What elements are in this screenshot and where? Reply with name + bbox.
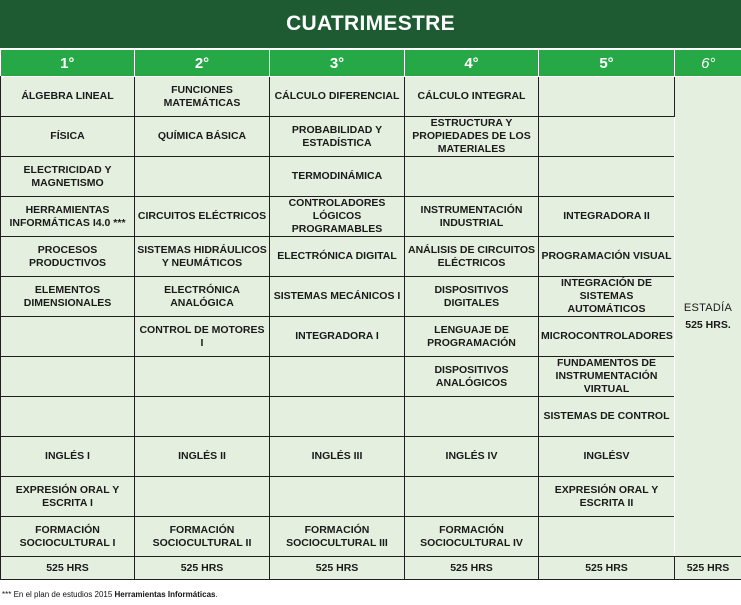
hours-row [1, 557, 741, 580]
quarter-header-5: 5° [539, 50, 675, 77]
subject-cell: INGLÉS II [135, 437, 270, 477]
subject-cell: TERMODINÁMICA [270, 157, 405, 197]
subject-cell: DISPOSITIVOS ANALÓGICOS [405, 357, 539, 397]
hours-cell: 525 HRS [135, 557, 270, 580]
subject-cell: ESTRUCTURA Y PROPIEDADES DE LOS MATERIALES [405, 117, 539, 157]
hours-cell: 525 HRS [539, 557, 675, 580]
curriculum-table [0, 50, 741, 580]
page-title: CUATRIMESTRE [0, 0, 741, 48]
subject-cell [539, 77, 675, 117]
footnote-prefix: *** En el plan de estudios 2015 [2, 590, 115, 599]
quarter-header-row [1, 50, 741, 77]
subject-cell: MICROCONTROLADORES [539, 317, 675, 357]
subject-cell: FUNDAMENTOS DE INSTRUMENTACIÓN VIRTUAL [539, 357, 675, 397]
subject-cell: ANÁLISIS DE CIRCUITOS ELÉCTRICOS [405, 237, 539, 277]
table-row [1, 397, 741, 437]
quarter-header-3: 3° [270, 50, 405, 77]
subject-cell: CONTROL DE MOTORES I [135, 317, 270, 357]
subject-cell: CIRCUITOS ELÉCTRICOS [135, 197, 270, 237]
table-row [1, 237, 741, 277]
table-row [1, 277, 741, 317]
subject-cell [135, 357, 270, 397]
table-row [1, 77, 741, 117]
hours-cell: 525 HRS [405, 557, 539, 580]
subject-cell: INGLÉSV [539, 437, 675, 477]
subject-cell: FORMACIÓN SOCIOCULTURAL II [135, 517, 270, 557]
subject-cell: INTEGRADORA I [270, 317, 405, 357]
subject-cell: INGLÉS III [270, 437, 405, 477]
subject-cell: ELECTRÓNICA DIGITAL [270, 237, 405, 277]
subject-cell: ÁLGEBRA LINEAL [1, 77, 135, 117]
subject-cell: FORMACIÓN SOCIOCULTURAL IV [405, 517, 539, 557]
subject-cell: PROGRAMACIÓN VISUAL [539, 237, 675, 277]
subject-cell: SISTEMAS HIDRÁULICOS Y NEUMÁTICOS [135, 237, 270, 277]
subject-cell: SISTEMAS DE CONTROL [539, 397, 675, 437]
subject-cell: EXPRESIÓN ORAL Y ESCRITA II [539, 477, 675, 517]
subject-cell [1, 397, 135, 437]
quarter-header-1: 1° [1, 50, 135, 77]
quarter-header-6: 6° [675, 50, 741, 77]
estadia-hours: 525 HRS. [685, 318, 731, 331]
subject-cell: INTEGRACIÓN DE SISTEMAS AUTOMÁTICOS [539, 277, 675, 317]
estadia-label: ESTADÍA [683, 301, 733, 314]
subject-cell: QUÍMICA BÁSICA [135, 117, 270, 157]
subject-cell: LENGUAJE DE PROGRAMACIÓN [405, 317, 539, 357]
subject-cell: CONTROLADORES LÓGICOS PROGRAMABLES [270, 197, 405, 237]
subject-cell [135, 397, 270, 437]
subject-cell [270, 477, 405, 517]
subject-cell [405, 157, 539, 197]
subject-cell: ELECTRICIDAD Y MAGNETISMO [1, 157, 135, 197]
table-row [1, 157, 741, 197]
table-row [1, 317, 741, 357]
subject-cell [539, 517, 675, 557]
subject-cell: DISPOSITIVOS DIGITALES [405, 277, 539, 317]
subject-cell [135, 477, 270, 517]
subject-cell: INGLÉS I [1, 437, 135, 477]
subject-cell: SISTEMAS MECÁNICOS I [270, 277, 405, 317]
subject-cell: EXPRESIÓN ORAL Y ESCRITA I [1, 477, 135, 517]
subject-cell: INSTRUMENTACIÓN INDUSTRIAL [405, 197, 539, 237]
footnote-emphasis: Herramientas Informáticas [114, 590, 216, 599]
hours-cell: 525 HRS [270, 557, 405, 580]
estadia-cell [675, 77, 741, 557]
subject-cell: PROCESOS PRODUCTIVOS [1, 237, 135, 277]
subject-cell: ELEMENTOS DIMENSIONALES [1, 277, 135, 317]
subject-cell: CÁLCULO DIFERENCIAL [270, 77, 405, 117]
footnote-suffix: . [215, 590, 218, 599]
subject-cell [539, 117, 675, 157]
subject-cell: FUNCIONES MATEMÁTICAS [135, 77, 270, 117]
table-row [1, 437, 741, 477]
subject-cell: INTEGRADORA II [539, 197, 675, 237]
subject-cell [405, 397, 539, 437]
hours-cell: 525 HRS [1, 557, 135, 580]
subject-cell [539, 157, 675, 197]
subject-cell [1, 357, 135, 397]
subject-cell: CÁLCULO INTEGRAL [405, 77, 539, 117]
table-row [1, 477, 741, 517]
subject-cell: INGLÉS IV [405, 437, 539, 477]
subject-cell [405, 477, 539, 517]
subject-cell: FORMACIÓN SOCIOCULTURAL III [270, 517, 405, 557]
subject-cell [270, 357, 405, 397]
subject-cell: PROBABILIDAD Y ESTADÍSTICA [270, 117, 405, 157]
table-row [1, 517, 741, 557]
hours-cell: 525 HRS [675, 557, 741, 580]
quarter-header-2: 2° [135, 50, 270, 77]
subject-cell: HERRAMIENTAS INFORMÁTICAS I4.0 *** [1, 197, 135, 237]
table-row [1, 197, 741, 237]
subject-cell [1, 317, 135, 357]
quarter-header-4: 4° [405, 50, 539, 77]
table-row [1, 117, 741, 157]
subject-cell: FÍSICA [1, 117, 135, 157]
subject-cell [135, 157, 270, 197]
subject-cell: ELECTRÓNICA ANALÓGICA [135, 277, 270, 317]
footnote [2, 590, 218, 599]
subject-cell: FORMACIÓN SOCIOCULTURAL I [1, 517, 135, 557]
subject-cell [270, 397, 405, 437]
table-row [1, 357, 741, 397]
